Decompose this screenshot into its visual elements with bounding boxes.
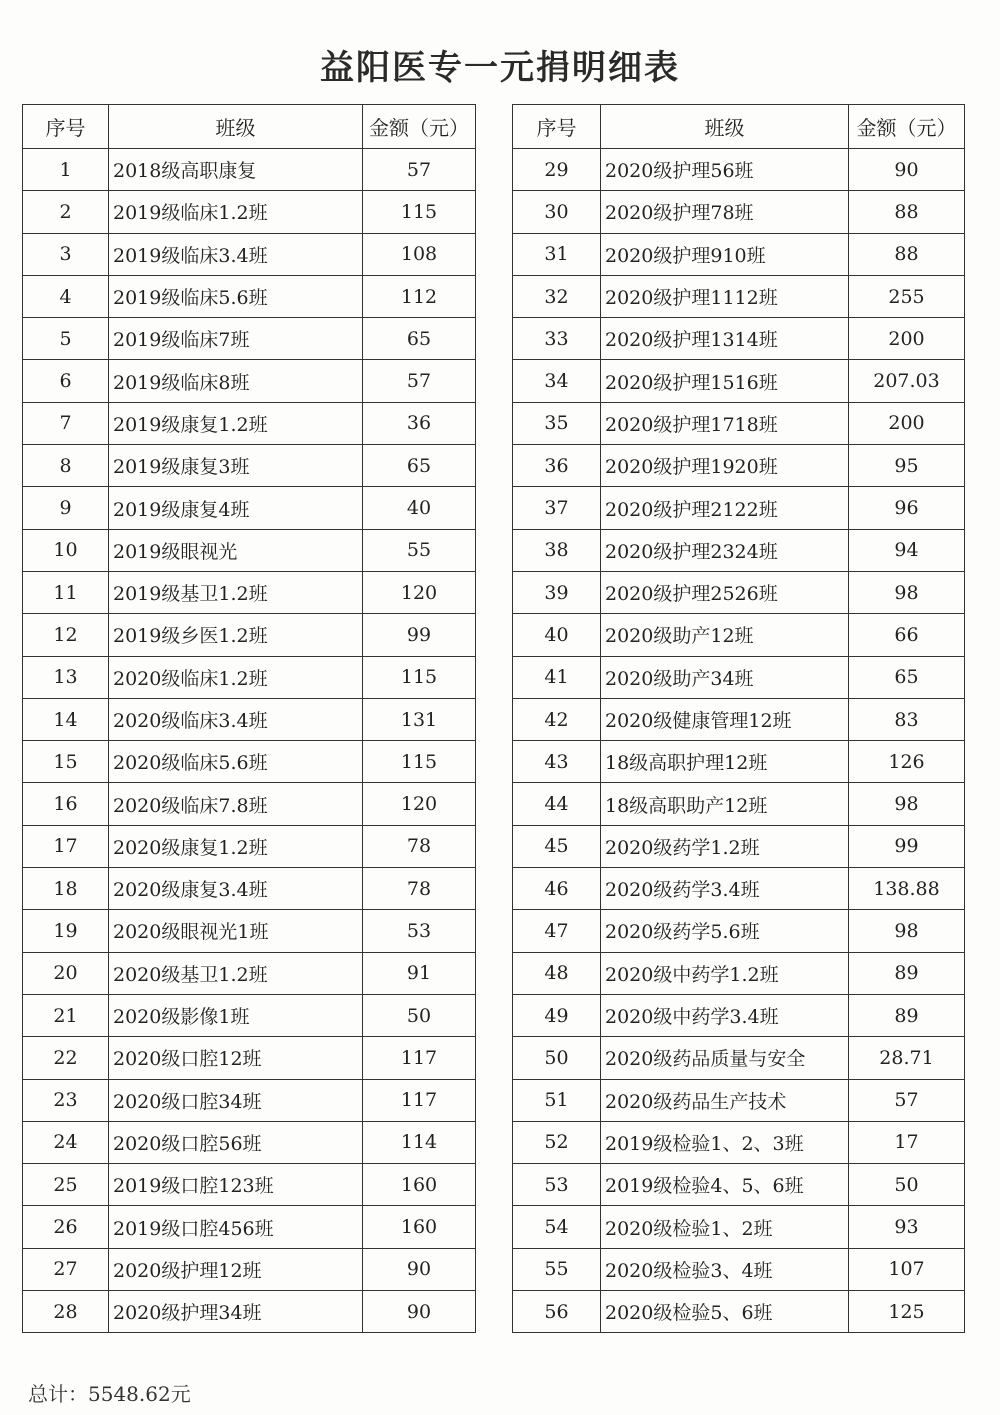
row-class: 2020级临床3.4班 [109,698,363,740]
row-amount: 99 [363,614,476,656]
row-amount: 50 [849,1164,965,1206]
table-row [513,402,965,444]
row-no: 40 [513,614,601,656]
row-no: 20 [23,952,109,994]
row-no: 27 [23,1248,109,1290]
row-no: 6 [23,360,109,402]
row-class: 2020级护理2526班 [601,571,849,613]
row-class: 2020级眼视光1班 [109,910,363,952]
header-no: 序号 [23,105,109,149]
table-row [513,994,965,1036]
row-class: 2020级助产34班 [601,656,849,698]
row-class: 2020级中药学1.2班 [601,952,849,994]
row-no: 44 [513,783,601,825]
table-row [513,233,965,275]
row-class: 2020级临床7.8班 [109,783,363,825]
table-row [513,1079,965,1121]
table-row [513,1291,965,1333]
row-no: 22 [23,1037,109,1079]
row-amount: 40 [363,487,476,529]
table-row [23,571,476,613]
row-no: 32 [513,275,601,317]
row-class: 2020级口腔34班 [109,1079,363,1121]
row-no: 8 [23,445,109,487]
row-class: 2020级基卫1.2班 [109,952,363,994]
row-no: 39 [513,571,601,613]
table-row [23,656,476,698]
row-class: 2019级康复3班 [109,445,363,487]
row-no: 53 [513,1164,601,1206]
row-amount: 89 [849,952,965,994]
row-amount: 53 [363,910,476,952]
row-no: 41 [513,656,601,698]
row-class: 2019级检验4、5、6班 [601,1164,849,1206]
row-amount: 99 [849,825,965,867]
row-no: 48 [513,952,601,994]
table-row [513,318,965,360]
grand-total: 总计：5548.62元 [28,1382,191,1406]
table-row [513,783,965,825]
row-no: 47 [513,910,601,952]
table-row [513,1164,965,1206]
table-row [23,825,476,867]
row-amount: 117 [363,1079,476,1121]
row-no: 12 [23,614,109,656]
row-class: 2019级临床7班 [109,318,363,360]
row-amount: 98 [849,910,965,952]
table-row [23,1248,476,1290]
row-class: 2020级护理1516班 [601,360,849,402]
row-class: 2020级口腔12班 [109,1037,363,1079]
row-no: 4 [23,275,109,317]
row-class: 2020级药学3.4班 [601,868,849,910]
row-no: 18 [23,868,109,910]
row-no: 51 [513,1079,601,1121]
row-no: 29 [513,149,601,191]
row-amount: 207.03 [849,360,965,402]
row-class: 2019级康复1.2班 [109,402,363,444]
row-amount: 88 [849,233,965,275]
row-no: 50 [513,1037,601,1079]
row-amount: 255 [849,275,965,317]
row-class: 2020级护理56班 [601,149,849,191]
row-class: 2020级药学5.6班 [601,910,849,952]
row-amount: 89 [849,994,965,1036]
table-row [23,868,476,910]
row-no: 36 [513,445,601,487]
table-row [23,1121,476,1163]
table-row [23,191,476,233]
row-amount: 83 [849,698,965,740]
row-class: 2018级高职康复 [109,149,363,191]
row-class: 2020级中药学3.4班 [601,994,849,1036]
row-no: 13 [23,656,109,698]
table-row [513,1206,965,1248]
row-class: 2019级康复4班 [109,487,363,529]
table-row [513,149,965,191]
table-row [513,656,965,698]
row-class: 2020级护理78班 [601,191,849,233]
row-amount: 65 [363,318,476,360]
donation-table-left [22,104,476,1333]
row-no: 26 [23,1206,109,1248]
table-row [23,360,476,402]
row-no: 23 [23,1079,109,1121]
donation-table-right [512,104,965,1333]
row-amount: 125 [849,1291,965,1333]
row-amount: 57 [363,360,476,402]
table-header-row [513,105,965,149]
table-row [513,529,965,571]
table-row [23,318,476,360]
row-class: 2019级临床1.2班 [109,191,363,233]
row-amount: 126 [849,741,965,783]
row-no: 7 [23,402,109,444]
row-amount: 98 [849,571,965,613]
row-class: 2019级口腔456班 [109,1206,363,1248]
row-amount: 120 [363,571,476,613]
row-class: 2019级眼视光 [109,529,363,571]
table-row [513,445,965,487]
row-class: 2019级基卫1.2班 [109,571,363,613]
row-amount: 90 [363,1248,476,1290]
row-amount: 108 [363,233,476,275]
row-class: 2019级口腔123班 [109,1164,363,1206]
row-class: 2020级护理12班 [109,1248,363,1290]
row-class: 2020级检验5、6班 [601,1291,849,1333]
row-no: 38 [513,529,601,571]
row-class: 2019级乡医1.2班 [109,614,363,656]
row-amount: 50 [363,994,476,1036]
table-row [23,1079,476,1121]
table-row [23,614,476,656]
row-amount: 66 [849,614,965,656]
row-amount: 78 [363,825,476,867]
row-amount: 160 [363,1164,476,1206]
row-class: 2020级康复3.4班 [109,868,363,910]
table-row [513,275,965,317]
row-amount: 120 [363,783,476,825]
row-amount: 57 [363,149,476,191]
row-class: 18级高职护理12班 [601,741,849,783]
table-row [23,994,476,1036]
table-row [23,487,476,529]
row-no: 19 [23,910,109,952]
row-amount: 90 [849,149,965,191]
page-title: 益阳医专一元捐明细表 [320,48,680,88]
row-class: 2020级药品生产技术 [601,1079,849,1121]
row-no: 46 [513,868,601,910]
table-row [23,698,476,740]
row-amount: 115 [363,741,476,783]
row-class: 2020级口腔56班 [109,1121,363,1163]
row-amount: 94 [849,529,965,571]
row-class: 2020级药品质量与安全 [601,1037,849,1079]
row-class: 2020级助产12班 [601,614,849,656]
table-row [513,952,965,994]
table-row [513,487,965,529]
row-amount: 200 [849,318,965,360]
row-class: 2020级护理34班 [109,1291,363,1333]
row-no: 56 [513,1291,601,1333]
row-no: 10 [23,529,109,571]
row-amount: 91 [363,952,476,994]
row-amount: 55 [363,529,476,571]
row-no: 31 [513,233,601,275]
row-amount: 65 [849,656,965,698]
table-row [23,275,476,317]
row-amount: 28.71 [849,1037,965,1079]
row-no: 45 [513,825,601,867]
row-class: 2019级临床8班 [109,360,363,402]
table-header-row [23,105,476,149]
row-class: 2020级护理1112班 [601,275,849,317]
table-row [513,868,965,910]
row-amount: 95 [849,445,965,487]
row-amount: 93 [849,1206,965,1248]
table-row [513,191,965,233]
row-amount: 98 [849,783,965,825]
table-row [513,571,965,613]
row-no: 24 [23,1121,109,1163]
table-row [23,783,476,825]
row-amount: 117 [363,1037,476,1079]
table-row [23,1037,476,1079]
row-no: 25 [23,1164,109,1206]
row-amount: 96 [849,487,965,529]
row-class: 2020级检验1、2班 [601,1206,849,1248]
row-class: 2020级护理2122班 [601,487,849,529]
header-class: 班级 [109,105,363,149]
row-no: 1 [23,149,109,191]
row-class: 2020级护理1920班 [601,445,849,487]
row-no: 49 [513,994,601,1036]
row-class: 2019级临床5.6班 [109,275,363,317]
row-class: 2020级护理910班 [601,233,849,275]
row-class: 2019级检验1、2、3班 [601,1121,849,1163]
row-no: 35 [513,402,601,444]
row-no: 54 [513,1206,601,1248]
row-amount: 160 [363,1206,476,1248]
row-amount: 65 [363,445,476,487]
row-amount: 112 [363,275,476,317]
row-class: 2020级健康管理12班 [601,698,849,740]
table-row [513,910,965,952]
row-no: 30 [513,191,601,233]
table-row [513,1248,965,1290]
table-row [23,445,476,487]
table-row [23,741,476,783]
table-row [513,698,965,740]
row-class: 2020级检验3、4班 [601,1248,849,1290]
row-amount: 115 [363,191,476,233]
row-no: 9 [23,487,109,529]
row-no: 34 [513,360,601,402]
row-no: 42 [513,698,601,740]
table-row [513,1037,965,1079]
header-amount: 金额（元） [363,105,476,149]
table-row [23,149,476,191]
row-amount: 78 [363,868,476,910]
row-no: 14 [23,698,109,740]
row-no: 28 [23,1291,109,1333]
row-class: 2020级护理1718班 [601,402,849,444]
row-no: 55 [513,1248,601,1290]
row-amount: 131 [363,698,476,740]
row-no: 43 [513,741,601,783]
header-class: 班级 [601,105,849,149]
table-row [513,825,965,867]
row-no: 15 [23,741,109,783]
table-row [23,1206,476,1248]
table-row [23,233,476,275]
row-class: 2020级药学1.2班 [601,825,849,867]
row-class: 18级高职助产12班 [601,783,849,825]
table-row [23,952,476,994]
table-row [23,402,476,444]
header-no: 序号 [513,105,601,149]
table-row [513,360,965,402]
row-class: 2020级影像1班 [109,994,363,1036]
row-no: 3 [23,233,109,275]
row-no: 16 [23,783,109,825]
table-row [513,1121,965,1163]
table-row [23,1164,476,1206]
row-amount: 17 [849,1121,965,1163]
row-no: 52 [513,1121,601,1163]
table-row [513,741,965,783]
row-no: 2 [23,191,109,233]
row-class: 2020级临床5.6班 [109,741,363,783]
row-amount: 88 [849,191,965,233]
row-class: 2020级护理2324班 [601,529,849,571]
table-row [23,1291,476,1333]
table-row [23,910,476,952]
row-amount: 107 [849,1248,965,1290]
row-class: 2019级临床3.4班 [109,233,363,275]
table-row [513,614,965,656]
row-class: 2020级康复1.2班 [109,825,363,867]
row-no: 11 [23,571,109,613]
row-amount: 138.88 [849,868,965,910]
table-row [23,529,476,571]
row-no: 5 [23,318,109,360]
row-amount: 200 [849,402,965,444]
row-amount: 36 [363,402,476,444]
row-amount: 114 [363,1121,476,1163]
row-class: 2020级护理1314班 [601,318,849,360]
row-no: 33 [513,318,601,360]
row-amount: 57 [849,1079,965,1121]
row-no: 37 [513,487,601,529]
row-class: 2020级临床1.2班 [109,656,363,698]
row-amount: 115 [363,656,476,698]
header-amount: 金额（元） [849,105,965,149]
row-no: 21 [23,994,109,1036]
row-no: 17 [23,825,109,867]
row-amount: 90 [363,1291,476,1333]
